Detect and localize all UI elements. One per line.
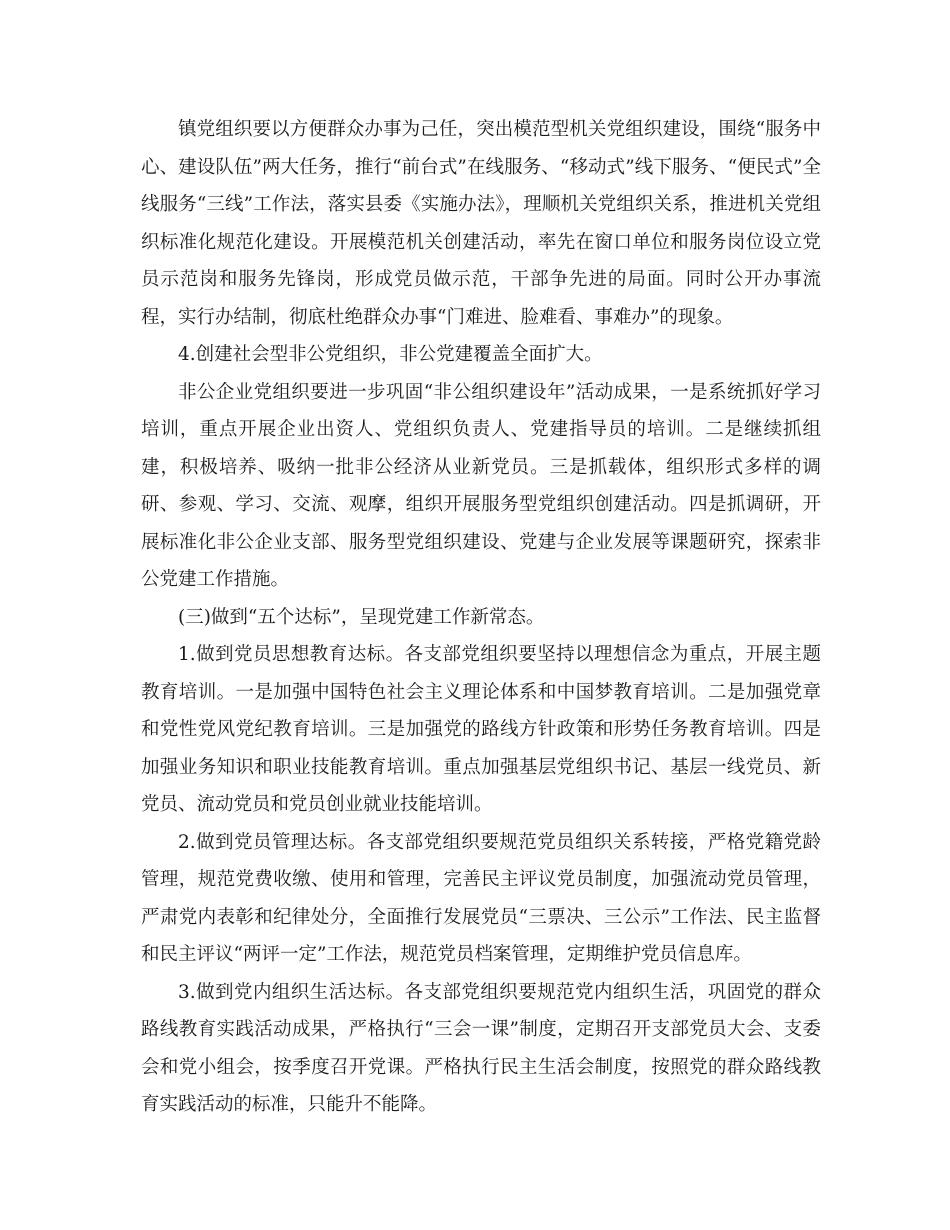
paragraph-member-management: 2.做到党员管理达标。各支部党组织要规范党员组织关系转接，严格党籍党龄管理，规范党费收缴、使用和管理，完善民主评议党员制度，加强流动党员管理，严肃党内表彰和纪律处分，全面推行发展党员“三票决、三公示”工作法、民主监督和民主评议“两评一定”工作法，规范党员档案管理，定期维护党员信息库。: [141, 831, 821, 965]
document-body: [141, 111, 821, 1124]
paragraph-town-party-organization: 镇党组织要以方便群众办事为己任，突出模范型机关党组织建设，围绕“服务中心、建设队伍”两大任务，推行“前台式”在线服务、“移动式”线下服务、“便民式”全线服务“三线”工作法，落实县委《实施办法》，理顺机关党组织关系，推进机关党组织标准化规范化建设。开展模范机关创建活动，率先在窗口单位和服务岗位设立党员示范岗和服务先锋岗，形成党员做示范，干部争先进的局面。同时公开办事流程，实行办结制，彻底杜绝群众办事“门难进、脸难看、事难办”的现象。: [141, 119, 821, 328]
paragraph-organizational-life: 3.做到党内组织生活达标。各支部党组织要规范党内组织生活，巩固党的群众路线教育实践活动成果，严格执行“三会一课”制度，定期召开支部党员大会、支委会和党小组会，按季度召开党课。严格执行民主生活会制度，按照党的群众路线教育实践活动的标准，只能升不能降。: [141, 981, 821, 1115]
paragraph-non-public-enterprises: 非公企业党组织要进一步巩固“非公组织建设年”活动成果，一是系统抓好学习培训，重点开展企业出资人、党组织负责人、党建指导员的培训。二是继续抓组建，积极培养、吸纳一批非公经济从业新党员。三是抓载体，组织形式多样的调研、参观、学习、交流、观摩，组织开展服务型党组织创建活动。四是抓调研，开展标准化非公企业支部、服务型党组织建设、党建与企业发展等课题研究，探索非公党建工作措施。: [141, 381, 821, 590]
heading-five-standards: (三)做到“五个达标”，呈现党建工作新常态。: [178, 606, 545, 628]
paragraph-ideological-education: 1.做到党员思想教育达标。各支部党组织要坚持以理想信念为重点，开展主题教育培训。一是加强中国特色社会主义理论体系和中国梦教育培训。二是加强党章和党性党风党纪教育培训。三是加强党的路线方针政策和形势任务教育培训。四是加强业务知识和职业技能教育培训。重点加强基层党组织书记、基层一线党员、新党员、流动党员和党员创业就业技能培训。: [141, 644, 821, 815]
heading-non-public-party-organization: 4.创建社会型非公党组织，非公党建覆盖全面扩大。: [178, 344, 603, 365]
